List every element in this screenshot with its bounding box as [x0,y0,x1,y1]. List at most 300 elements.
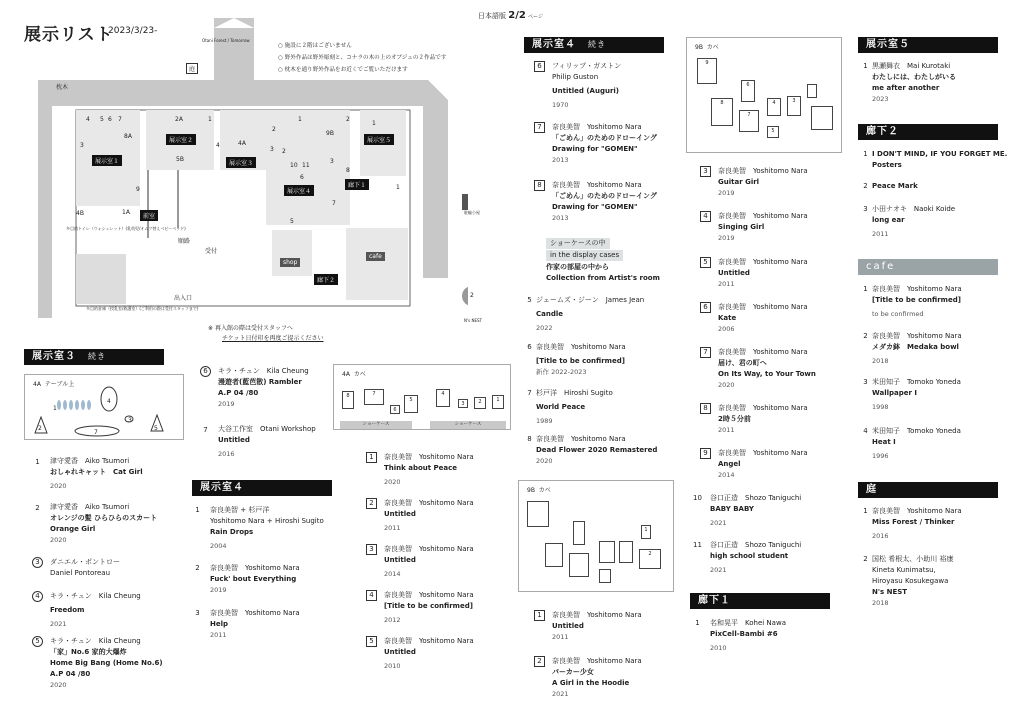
artwork-frame: 5 [404,395,418,413]
item-artist: フィリップ・ガストン [552,62,622,70]
item-title: Daniel Pontoreau [50,569,111,577]
item-year: 2022 [536,324,553,332]
map-room5-label: 展示室５ [364,134,394,145]
map-top-label: Otani Forest / Tomorrow [202,38,250,43]
map-num: 10 [290,162,298,169]
list-item [860,426,1010,462]
map-toilet-label: 多目的トイレ（ウォシュレット）(乳幼児/オムツ替えベビーベッド) [66,226,186,231]
item-title: パーカー少女 [552,668,594,676]
list-item [366,636,516,672]
item-number: 1 [35,458,40,466]
item-number: 3 [366,544,377,555]
item-number: 3 [32,557,43,568]
item-year: 2011 [718,280,735,288]
item-title: Think about Peace [384,464,458,472]
cafe-header: cafe [858,259,998,275]
item-number: 1 [534,610,545,621]
item-number: 4 [32,591,43,602]
artwork-frame: 4 [436,389,450,407]
item-number: 1 [695,619,700,627]
item-year: 2013 [552,214,569,222]
item-year: 1989 [536,417,553,425]
item-title: Untitled (Auguri) [552,87,619,95]
item-artist: 奈良美智 Yoshitomo Nara [872,507,962,515]
item-number: 2 [195,564,200,572]
page-date: 2023/3/23- [108,26,158,36]
item-title: long ear [872,216,905,224]
list-item [860,506,1010,542]
list-item [700,347,850,391]
item-year: 2011 [210,631,227,639]
room5-header: 展示室５ [858,37,998,53]
item-number: 1 [863,507,868,515]
item-year: 2011 [384,524,401,532]
map-num: 5B [176,156,184,163]
item-number: 2 [35,504,40,512]
item-artist: 奈良美智 Yoshitomo Nara [552,611,642,619]
shop-floor [272,230,312,276]
item-title: Untitled [384,510,416,518]
item-number: 3 [195,609,200,617]
item-number: 1 [863,62,868,70]
item-title: [Title to be confirmed] [384,602,473,610]
map-num: 3 [330,158,334,165]
list-item [860,377,1010,413]
map-num: 7 [332,200,336,207]
item-title: 届け、君の町へ [718,359,767,367]
artwork-frame: 8 [711,98,733,126]
map-num: 2 [272,126,276,133]
map-reentry-note2: チケット日付印を再度ご提示ください [222,335,324,342]
item-artist: ダニエル・ポントロー [50,558,120,566]
artwork-frame: 3 [458,399,468,408]
map-shop-label: shop [280,258,300,267]
list-item [700,166,850,199]
wall-4a-diagram [333,364,511,430]
item-year: 1970 [552,101,569,109]
item-number: 8 [527,435,532,443]
map-exit-label: 出入口 [174,295,193,302]
item-year: 新作 2022-2023 [536,368,587,376]
item-number: 6 [700,302,711,313]
item-title: World Peace [536,403,586,411]
item-number: 5 [366,636,377,647]
artwork-frame [619,541,633,563]
map-num: 8A [124,133,132,140]
item-year: 2011 [718,426,735,434]
item-artist: 名和晃平 Kohei Nawa [710,619,786,627]
artwork-frame [573,521,585,545]
room3-header [24,349,164,365]
item-title: Help [210,620,229,628]
list-item [534,180,674,224]
map-reentry-note: ※ 再入館の際は受付スタッフへ [208,325,293,332]
map-num: 9B [326,130,334,137]
item-artist: キラ・チュン Kila Cheung [218,367,309,375]
artwork-frame [569,553,589,577]
showcase-note [534,238,674,284]
hall2-header: 廊下２ [858,124,998,140]
diagram-caption-wall: カベ [706,44,719,51]
list-item [200,366,330,410]
notice-item: ○ 施設に２階はございません [278,40,446,52]
item-title: PixCell-Bambi #6 [710,630,778,638]
diagram-caption-table: テーブル上 [44,381,75,388]
item-edition: A.P 04 /80 [218,389,259,397]
list-item [860,284,1010,320]
item-artist-en: Yoshitomo Nara + Hiroshi Sugito [210,517,324,525]
item-year: to be confirmed [872,310,924,318]
item-artist: 奈良美智 Yoshitomo Nara [210,564,300,572]
map-num: 8 [346,167,350,174]
item-title: Untitled [384,648,416,656]
diagram-num: 5 [154,425,158,432]
item-number: 6 [200,366,211,377]
item-title-en: A Girl in the Hoodie [552,679,630,687]
item-year: 2011 [872,230,889,238]
artwork-frame: 4 [767,98,781,116]
showcase-label-en: in the display cases [546,250,623,261]
map-storage-label: 多目的倉庫（授乳室/救護室）(ご利用の際は受付スタッフまで) [86,306,199,311]
item-artist: 奈良美智 Yoshitomo Nara [384,453,474,461]
artwork-frame: 3 [787,96,801,116]
item-title: Wallpaper I [872,389,917,397]
item-title: Miss Forest / Thinker [872,518,955,526]
map-room1-label: 展示室１ [92,155,122,166]
item-title: オレンジの髪 ひらひらのスカート [50,514,158,522]
item-year: 2018 [872,357,889,365]
item-artist: キラ・チュン Kila Cheung [50,592,141,600]
item-year: 2018 [872,599,889,607]
item-title: BABY BABY [710,505,754,513]
item-number: 7 [700,347,711,358]
item-artist-en: Philip Guston [552,73,599,81]
list-item [32,557,192,579]
map-num: 4 [216,142,220,149]
item-title-en: Drawing for "GOMEN" [552,145,638,153]
item-artist: 奈良美智 Yoshitomo Nara [718,303,808,311]
item-title: Freedom [50,606,85,614]
item-year: 2019 [718,189,735,197]
item-number: 4 [366,590,377,601]
item-number: 2 [366,498,377,509]
item-number: 11 [693,541,702,549]
artwork-frame [599,541,615,563]
item-year: 2020 [536,457,553,465]
map-room3-label: 展示室３ [226,157,256,168]
item-title: Untitled [218,436,250,444]
item-title: 「家」No.6 家的大爆炸 [50,648,127,656]
map-garden-label: 庭 [186,63,198,74]
list-item [32,636,202,691]
list-item [192,608,342,641]
item-artist: ジェームズ・ジーン James Jean [536,296,645,304]
list-item [32,591,192,630]
item-year: 2020 [384,478,401,486]
list-item [366,544,516,580]
notice-item: ○ 野外作品は野外彫刻と、コナラの木の上のオブジェの２作品です [278,52,446,64]
map-corridor-label: 順路 [178,238,191,245]
map-num: 1 [298,116,302,123]
map-num: 3 [270,146,274,153]
artwork-frame: 7 [364,389,384,405]
toilet-floor [76,254,126,304]
artwork-frame: 8 [342,391,354,409]
item-title: わたしには、わたしがいる [872,73,956,81]
item-title-en: me after another [872,84,940,92]
notice-item: ○ 枕木を通り野外作品をお近くでご覧いただけます [278,64,446,76]
item-year: 2021 [710,519,727,527]
item-artist: 米田知子 Tomoko Yoneda [872,378,961,386]
item-year: 2016 [872,532,889,540]
list-item [366,590,516,626]
item-artist: 津守愛香 Aiko Tsumori [50,503,130,511]
item-artist: 奈良美智 Yoshitomo Nara [210,609,300,617]
item-title: Dead Flower 2020 Remastered [536,446,658,454]
wall-9b-upper-diagram [686,37,842,153]
item-artist: キラ・チュン Kila Cheung [50,637,141,645]
list-item [860,204,1010,240]
map-carshed-label: 駐輪小屋 [464,210,480,215]
diagram-caption-room: 4A [33,381,41,388]
item-number: 1 [863,150,868,158]
map-num: 11 [302,162,310,169]
page-indicator [478,10,543,21]
showcase-collection: 作家の部屋の中から [546,263,609,271]
item-number: 1 [195,506,200,514]
list-item [524,295,674,334]
item-artist: 津守愛香 Aiko Tsumori [50,457,130,465]
item-year: 2021 [552,690,569,698]
item-title: Fuck' bout Everything [210,575,297,583]
item-number: 2 [863,182,868,190]
diagram-num: 7 [94,429,98,436]
diagram-caption-room: 9B [695,44,703,51]
item-number: 3 [863,205,868,213]
list-item [700,302,850,335]
map-room2-label: 展示室２ [166,134,196,145]
item-title: N's NEST [872,588,908,596]
item-year: 2019 [218,400,235,408]
item-year: 2013 [552,156,569,164]
room4-header: 展示室４ [192,480,332,496]
item-title: Untitled [384,556,416,564]
item-artist: 奈良美智 Yoshitomo Nara [384,545,474,553]
list-item [200,424,330,460]
diagram-caption [342,369,366,378]
item-title-en: Orange Girl [50,525,96,533]
diagram-caption-wall: カベ [353,371,366,378]
showcase-bar: ショーケース [340,421,412,429]
list-item [700,211,850,244]
cafe-floor [346,228,408,300]
artwork-frame: 1 [492,395,504,409]
map-num: 2 [470,292,474,299]
item-title: Candle [536,310,564,318]
item-number: 4 [863,427,868,435]
map-num: 5 [290,218,294,225]
item-artist: 奈良美智 Yoshitomo Nara [718,404,808,412]
list-item [524,388,674,427]
item-number: 3 [863,378,868,386]
item-artist: 奈良美智 Yoshitomo Nara [384,637,474,645]
item-year: 1996 [872,452,889,460]
item-artist: 米田知子 Tomoko Yoneda [872,427,961,435]
list-item [366,498,516,534]
item-number: 3 [700,166,711,177]
diagram-num: 2 [38,425,42,432]
item-title: メダカ鉢 Medaka bowl [872,343,959,351]
diagram-caption [695,42,719,51]
item-number: 2 [534,656,545,667]
object-figures [57,400,91,410]
artwork-frame: 6 [390,405,400,414]
artwork-frame: 1 [641,525,651,539]
item-year: 2019 [718,234,735,242]
page-number: 2/2 [508,10,526,21]
item-number: 2 [863,332,868,340]
floor-map [28,18,468,338]
item-year: 2010 [710,644,727,652]
list-item [860,149,1010,171]
artwork-frame [599,569,611,583]
page-prefix: 日本語版 [478,12,506,20]
room4-cont-header [524,37,664,53]
item-number: 9 [700,448,711,459]
list-item [534,656,674,700]
map-num: 1 [396,184,400,191]
item-artist: 奈良美智 Yoshitomo Nara [872,332,962,340]
list-item [860,181,1010,192]
list-item [32,456,192,492]
list-item [700,257,850,290]
item-title: [Title to be confirmed] [536,357,625,365]
artwork-frame: 5 [767,126,779,138]
item-year: 2020 [50,681,67,689]
item-title: Guitar Girl [718,178,760,186]
item-year: 2021 [50,620,67,628]
item-artist: 奈良美智 Yoshitomo Nara [718,258,808,266]
map-num: 9 [136,186,140,193]
garden-header: 庭 [858,482,998,498]
artwork-frame: 2 [639,549,661,569]
showcase-label: ショーケースの中 [546,238,610,249]
item-artist: 奈良美智 Yoshitomo Nara [536,343,626,351]
map-anteroom-label: 前室 [140,210,158,221]
item-artist: 国松 希根太、小助川 裕康 [872,555,954,563]
item-year: 2016 [218,450,235,458]
map-num: 1 [372,120,376,127]
list-item [860,61,1010,105]
item-year: 2020 [50,482,67,490]
item-title: Singing Girl [718,223,765,231]
item-title: 「ごめん」のためのドローイング [552,134,657,142]
item-number: 10 [693,494,702,502]
list-item [524,434,674,467]
item-title: Heat I [872,438,896,446]
room3-header-title: 展示室３ [32,351,76,362]
item-artist: 奈良美智 Yoshitomo Nara [552,181,642,189]
artwork-frame: 9 [697,58,717,84]
diagram-caption-wall: カベ [538,487,551,494]
hall1-header: 廊下１ [690,593,830,609]
artwork-frame [527,501,549,527]
list-item [692,540,842,576]
map-num: 6 [300,174,304,181]
item-artist-en: Kineta Kunimatsu, [872,566,936,574]
item-year: 2004 [210,542,227,550]
item-artist: 谷口正造 Shozo Taniguchi [710,541,802,549]
map-room4-label: 展示室４ [284,185,314,196]
item-title: Untitled [552,622,584,630]
diagram-num: 3 [128,417,132,424]
item-year: 2012 [384,616,401,624]
item-title: Angel [718,460,741,468]
list-item [700,448,850,481]
item-year: 2006 [718,325,735,333]
item-title: Untitled [718,269,750,277]
map-num: 4A [238,140,246,147]
item-artist: 奈良美智 Yoshitomo Nara [552,123,642,131]
list-item [860,331,1010,367]
item-artist: 大谷工作室 Otani Workshop [218,425,316,433]
item-number: 1 [863,285,868,293]
item-title: [Title to be confirmed] [872,296,961,304]
item-year: 2021 [710,566,727,574]
item-artist: 杉戸洋 Hiroshi Sugito [536,389,613,397]
list-item [692,618,842,654]
diagram-caption-room: 9B [527,487,535,494]
item-subtitle: Posters [872,161,902,169]
item-artist: 奈良美智 Yoshitomo Nara [552,657,642,665]
list-item [366,452,516,488]
map-num: 4B [76,210,84,217]
list-item [692,493,842,529]
list-item [192,505,342,552]
room4-cont-header-title: 展示室４ [532,39,576,50]
item-title-en: Home Big Bang (Home No.6) [50,659,163,667]
artwork-frame: 6 [741,80,755,102]
item-number: 5 [527,296,532,304]
map-num: 5 [100,116,104,123]
item-number: 7 [203,426,208,434]
item-title: high school student [710,552,789,560]
item-number: 2 [863,555,868,563]
item-year: 1998 [872,403,889,411]
artwork-frame [811,106,833,130]
item-title: 2時５分前 [718,415,751,423]
artwork-frame: 7 [739,110,759,132]
map-nest-label: N's NEST [464,318,482,323]
item-year: 2020 [718,381,735,389]
item-title: Rain Drops [210,528,254,536]
map-num: 2A [175,116,183,123]
diagram-num: 1 [53,405,57,412]
item-title-en: On Its Way, to Your Town [718,370,816,378]
tree-icon [462,286,468,306]
item-number: 7 [527,389,532,397]
diagram-num: 4 [107,398,111,405]
item-number: 1 [366,452,377,463]
list-item [534,61,674,111]
diagram-caption [527,485,551,494]
item-title: Peace Mark [872,182,918,190]
list-item [192,563,342,596]
list-item [534,610,674,643]
item-year: 2019 [210,586,227,594]
list-item [524,342,674,378]
item-year: 2014 [718,471,735,479]
